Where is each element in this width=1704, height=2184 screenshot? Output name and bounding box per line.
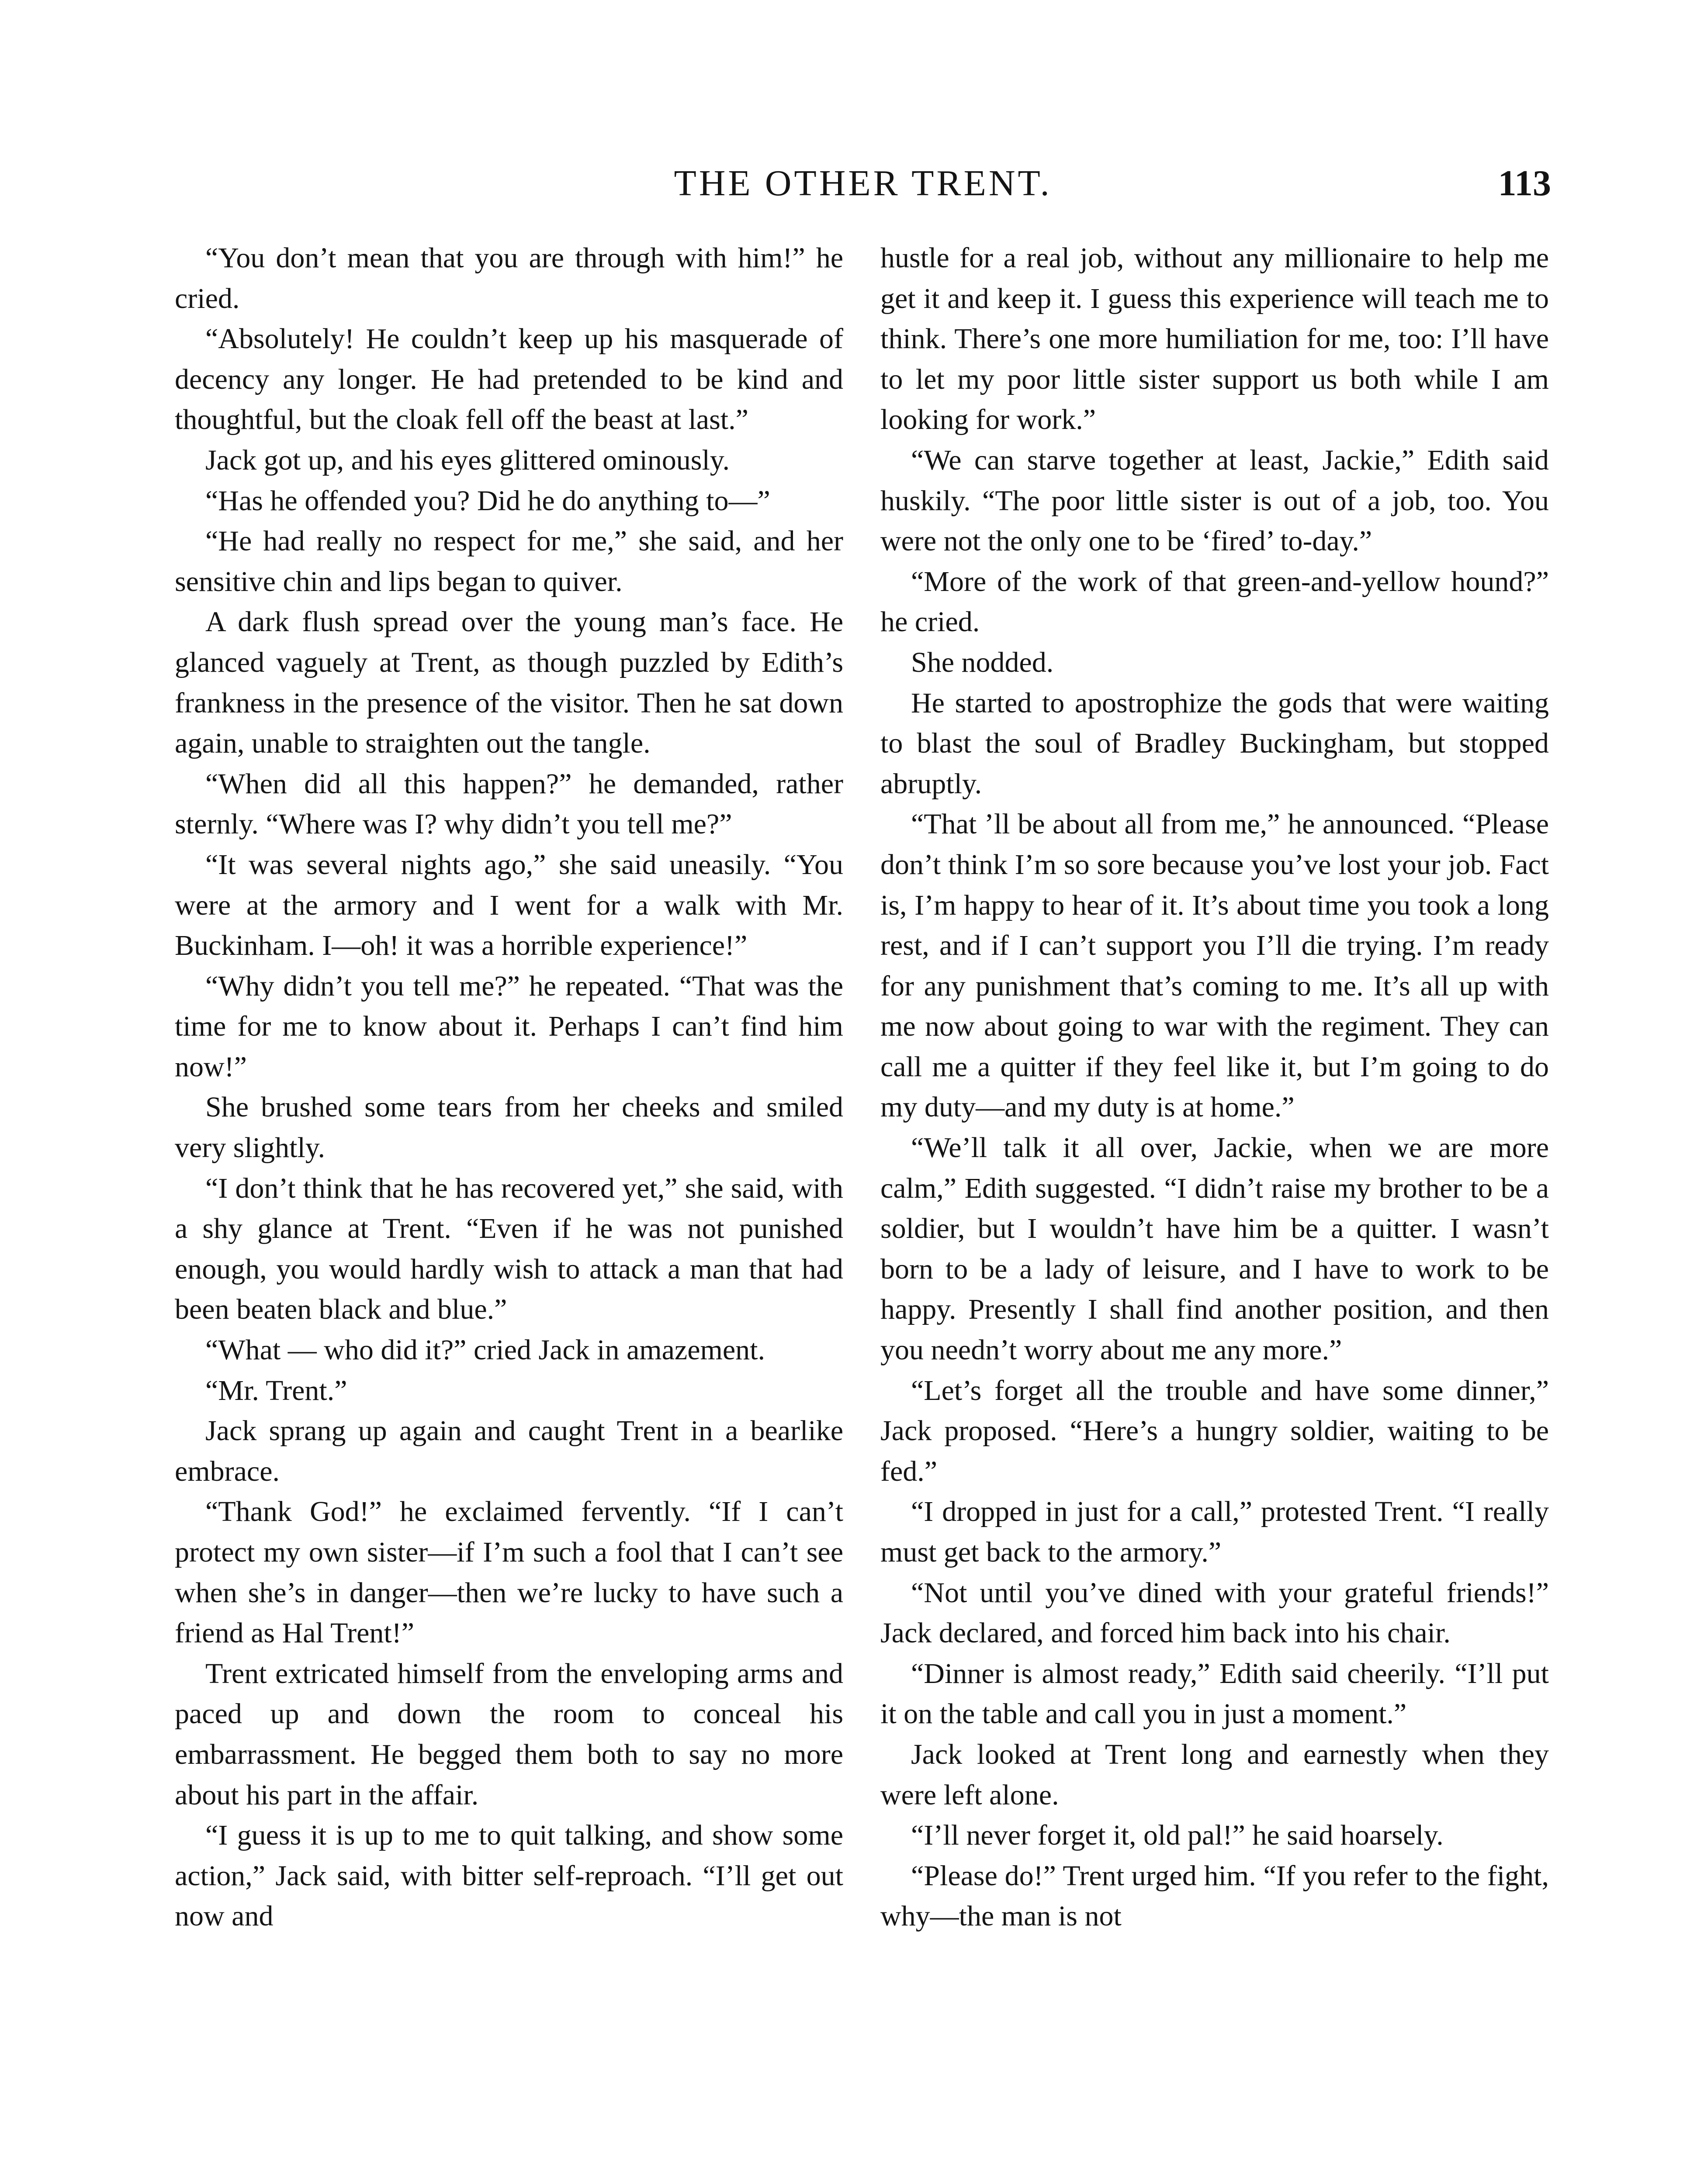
paragraph: “I guess it is up to me to quit talking, and show some action,” Jack said, with bitter self-reproach. “I’ll get out now and [175,1819,843,1932]
paragraph: “What — who did it?” cried Jack in amazement. [205,1334,765,1366]
paragraph: A dark flush spread over the young man’s face. He glanced vaguely at Trent, as though puzzled by Edith’s frankness in the presence of the visitor. Then he sat down again, unable to straighten out the tangle. [175,606,843,760]
paragraph: “Dinner is almost ready,” Edith said cheerily. “I’ll put it on the table and call you in just a moment.” [880,1657,1549,1730]
paragraph: “You don’t mean that you are through with him!” he cried. [175,242,843,314]
paragraph: “Has he offended you? Did he do anything to—” [205,484,770,517]
paragraph: “More of the work of that green-and-yellow hound?” he cried. [880,565,1549,638]
left-column [175,238,843,1937]
page-header [175,157,1551,210]
paragraph: “Please do!” Trent urged him. “If you refer to the fight, why—the man is not [880,1859,1549,1932]
paragraph: He started to apostrophize the gods that were waiting to blast the soul of Bradley Buckingham, but stopped abruptly. [880,687,1549,800]
paragraph: “Mr. Trent.” [205,1374,347,1406]
paragraph: Jack got up, and his eyes glittered ominously. [205,444,730,476]
paragraph: She nodded. [911,646,1054,678]
paragraph: She brushed some tears from her cheeks and smiled very slightly. [175,1091,843,1164]
paragraph: “Why didn’t you tell me?” he repeated. “That was the time for me to know about it. Perhaps I can’t find him now!” [175,970,843,1083]
paragraph: “We can starve together at least, Jackie,” Edith said huskily. “The poor little sister is out of a job, too. You were not the only one to be ‘fired’ to-day.” [880,444,1549,557]
paragraph: “Absolutely! He couldn’t keep up his masquerade of decency any longer. He had pretended to be kind and thoughtful, but the cloak fell off the beast at last.” [175,323,843,436]
paragraph: “When did all this happen?” he demanded, rather sternly. “Where was I? why didn’t you tell me?” [175,767,843,840]
paragraph: Trent extricated himself from the enveloping arms and paced up and down the room to conceal his embarrassment. He begged them both to say no more about his part in the affair. [175,1657,843,1811]
paragraph: “Let’s forget all the trouble and have some dinner,” Jack proposed. “Here’s a hungry soldier, waiting to be fed.” [880,1374,1549,1487]
right-column [880,238,1549,1937]
paragraph: “I don’t think that he has recovered yet,” she said, with a shy glance at Trent. “Even if he was not punished enough, you would hardly wish to attack a man that had been beaten black and blue.” [175,1172,843,1326]
paragraph: “I’ll never forget it, old pal!” he said hoarsely. [911,1819,1444,1852]
paragraph: “I dropped in just for a call,” protested Trent. “I really must get back to the armory.” [880,1496,1549,1568]
paragraph: “Thank God!” he exclaimed fervently. “If I can’t protect my own sister—if I’m such a fool that I can’t see when she’s in danger—then we’re lucky to have such a friend as Hal Trent!” [175,1496,843,1649]
paragraph: “He had really no respect for me,” she said, and her sensitive chin and lips began to quiver. [175,525,843,598]
page-number: 113 [1498,163,1551,204]
paragraph: “We’ll talk it all over, Jackie, when we are more calm,” Edith suggested. “I didn’t raise my brother to be a soldier, but I wouldn’t have him be a quitter. I wasn’t born to be a lady of leisure, and I have to work to be happy. Presently I shall find another position, and then you needn’t worry about me any more.” [880,1132,1549,1366]
running-title: THE OTHER TRENT. [674,163,1052,204]
paragraph: “That ’ll be about all from me,” he announced. “Please don’t think I’m so sore because you’ve lost your job. Fact is, I’m happy to hear of it. It’s about time you took a long rest, and if I can’t support you I’ll die trying. I’m ready for any punishment that’s coming to me. It’s all up with me now about going to war with the regiment. They can call me a quitter if they feel like it, but I’m going to do my duty—and my duty is at home.” [880,808,1549,1123]
paragraph: Jack sprang up again and caught Trent in a bearlike embrace. [175,1415,843,1487]
paragraph-continued: hustle for a real job, without any millionaire to help me get it and keep it. I guess this experience will teach me to think. There’s one more humiliation for me, too: I’ll have to let my poor little sister support us both while I am looking for work.” [880,242,1549,436]
paragraph: “Not until you’ve dined with your grateful friends!” Jack declared, and forced him back into his chair. [880,1576,1549,1649]
paragraph: Jack looked at Trent long and earnestly when they were left alone. [880,1738,1549,1811]
paragraph: “It was several nights ago,” she said uneasily. “You were at the armory and I went for a walk with Mr. Buckinham. I—oh! it was a horrible experience!” [175,848,843,962]
